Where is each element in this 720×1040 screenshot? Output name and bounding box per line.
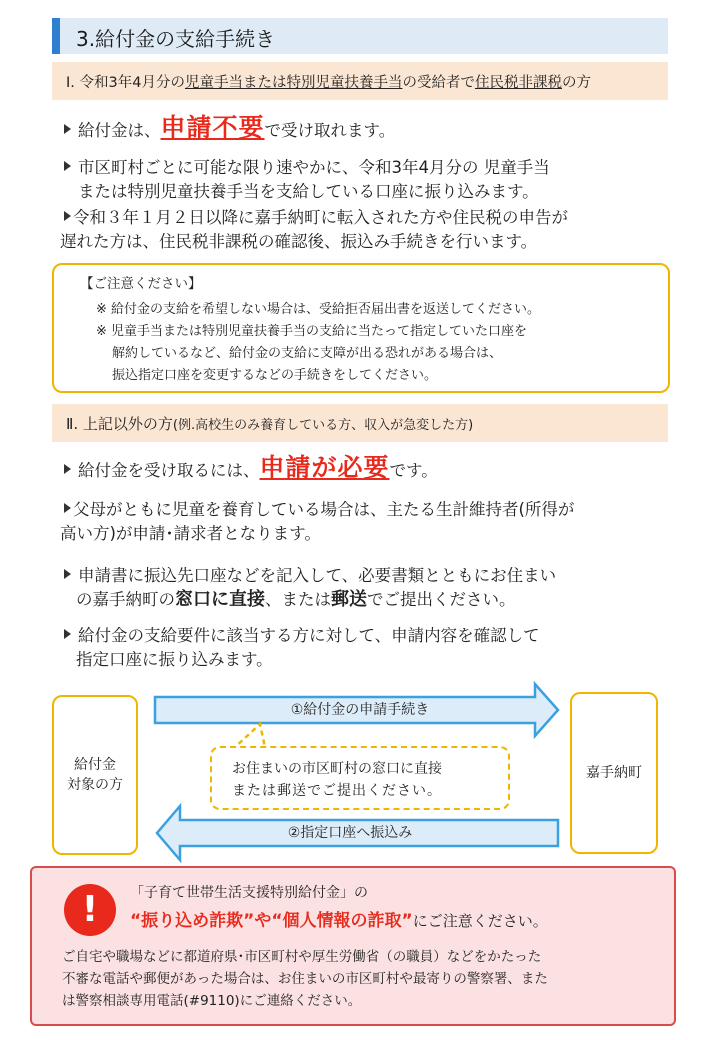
section2-bullet-3-cont bbox=[76, 588, 516, 612]
bullet-triangle-icon bbox=[64, 503, 71, 513]
section1-bullet-3-line-1: 令和３年１月２日以降に嘉手納町に転入された方や住民税の申告が bbox=[73, 208, 568, 227]
bullet-triangle-icon bbox=[64, 124, 71, 134]
caution-line-2: ※ 児童手当または特別児童扶養手当の支給に当たって指定していた口座を bbox=[96, 324, 528, 339]
flow-kadena-town-label: 嘉手納町 bbox=[586, 765, 642, 781]
section1-title-underlined-2: 住民税非課税 bbox=[474, 75, 562, 91]
section2-bullet-1 bbox=[64, 453, 438, 483]
bullet-triangle-icon bbox=[64, 629, 71, 639]
section1-title-suffix: の方 bbox=[561, 75, 591, 91]
section1-title-prefix: Ⅰ. 令和3年4月分の bbox=[66, 75, 185, 91]
warning-body-line-2: 不審な電話や郵便があった場合は、お住まいの市区町村や最寄りの警察署、また bbox=[62, 971, 548, 987]
section2-title-example: (例.高校生のみ養育している方、収入が急変した方) bbox=[172, 418, 474, 433]
flow-step-1-label: ①給付金の申請手続き bbox=[290, 702, 430, 718]
section1-bullet-2-line-1: 市区町村ごとに可能な限り速やかに、令和3年4月分の 児童手当 bbox=[78, 158, 550, 177]
flow-recipient-label-1: 給付金 bbox=[74, 757, 116, 773]
section1-title bbox=[66, 71, 591, 92]
page-title-bar bbox=[52, 18, 668, 54]
application-not-required: 申請不要 bbox=[160, 113, 265, 142]
caution-line-1: ※ 給付金の支給を希望しない場合は、受給拒否届出書を返送してください。 bbox=[96, 302, 541, 317]
warning-line-2-mid: や bbox=[254, 911, 272, 931]
warning-body bbox=[62, 946, 548, 1012]
caution-box bbox=[52, 263, 670, 393]
warning-line-1: 「子育て世帯生活支援特別給付金」の bbox=[130, 885, 368, 901]
section1-title-mid: の受給者で bbox=[402, 75, 475, 91]
submit-at-counter: 窓口に直接 bbox=[175, 589, 265, 610]
caution-heading: 【ご注意ください】 bbox=[80, 276, 202, 292]
section1-bullet-2-cont: または特別児童扶養手当を支給している口座に振り込みます。 bbox=[78, 182, 539, 201]
section2-bullet-2 bbox=[64, 498, 574, 522]
warning-body-line-3: は警察相談専用電話(#9110)にご連絡ください。 bbox=[62, 993, 362, 1009]
warning-body-line-1: ご自宅や職場などに都道府県･市区町村や厚生労働省（の職員）などをかたった bbox=[62, 949, 542, 965]
section2-bullet-3 bbox=[64, 564, 556, 588]
section1-bullet-1-pre: 給付金は、 bbox=[78, 121, 161, 140]
caution-line-3: 解約しているなど、給付金の支給に支障が出る恐れがある場合は、 bbox=[112, 346, 503, 361]
caution-line-4: 振込指定口座を変更するなどの手続きをしてください。 bbox=[112, 368, 438, 383]
section1-bullet-3 bbox=[64, 206, 568, 230]
section2-header bbox=[52, 404, 668, 442]
section2-bullet-1-post: です。 bbox=[389, 461, 438, 480]
page-title: 3.給付金の支給手続き bbox=[76, 27, 276, 51]
section2-bullet-4-line-1: 給付金の支給要件に該当する方に対して、申請内容を確認して bbox=[78, 626, 540, 645]
warning-transfer-fraud: “振り込め詐欺” bbox=[130, 911, 255, 931]
bullet-triangle-icon bbox=[64, 211, 71, 221]
submission-callout bbox=[210, 746, 510, 810]
bullet-triangle-icon bbox=[64, 464, 71, 474]
callout-line-2: または郵送でご提出ください。 bbox=[232, 783, 442, 799]
flow-kadena-town-box bbox=[570, 692, 658, 854]
application-required: 申請が必要 bbox=[259, 453, 390, 482]
submit-by-mail: 郵送 bbox=[331, 589, 367, 610]
flow-recipient-box bbox=[52, 695, 138, 855]
section2-bullet-3-line-2-pre: の嘉手納町の bbox=[76, 590, 175, 609]
warning-identity-theft: “個人情報の詐取” bbox=[271, 911, 413, 931]
warning-line-2-post: にご注意ください。 bbox=[412, 912, 548, 930]
section1-bullet-2 bbox=[64, 156, 550, 180]
bullet-triangle-icon bbox=[64, 161, 71, 171]
section2-bullet-2-line-1: 父母がともに児童を養育している場合は、主たる生計維持者(所得が bbox=[73, 500, 575, 519]
section2-bullet-3-line-2-post: でご提出ください。 bbox=[367, 590, 516, 609]
section2-bullet-3-line-2-mid: 、または bbox=[265, 590, 331, 609]
section2-bullet-3-line-1: 申請書に振込先口座などを記入して、必要書類とともにお住まい bbox=[78, 566, 557, 585]
section2-title-main: Ⅱ. 上記以外の方 bbox=[66, 415, 173, 433]
exclamation-icon: ! bbox=[64, 884, 116, 936]
section2-bullet-2-cont: 高い方)が申請･請求者となります。 bbox=[60, 524, 321, 543]
flow-step-2-label: ②指定口座へ振込み bbox=[287, 825, 413, 841]
bullet-triangle-icon bbox=[64, 569, 71, 579]
fraud-warning-box bbox=[30, 866, 676, 1026]
flow-recipient-label-2: 対象の方 bbox=[67, 777, 123, 793]
callout-line-1: お住まいの市区町村の窓口に直接 bbox=[232, 761, 442, 777]
section2-bullet-1-pre: 給付金を受け取るには、 bbox=[78, 461, 260, 480]
section2-bullet-4-cont: 指定口座に振り込みます。 bbox=[76, 650, 273, 669]
warning-line-2 bbox=[130, 906, 548, 931]
section1-bullet-1 bbox=[64, 113, 396, 143]
section1-header bbox=[52, 62, 668, 100]
section2-title bbox=[66, 413, 473, 434]
section1-title-underlined-1: 児童手当または特別児童扶養手当 bbox=[184, 75, 403, 91]
section1-bullet-1-post: で受け取れます。 bbox=[264, 121, 396, 140]
section1-bullet-3-cont: 遅れた方は、住民税非課税の確認後、振込み手続きを行います。 bbox=[60, 232, 538, 251]
section2-bullet-4 bbox=[64, 624, 540, 648]
